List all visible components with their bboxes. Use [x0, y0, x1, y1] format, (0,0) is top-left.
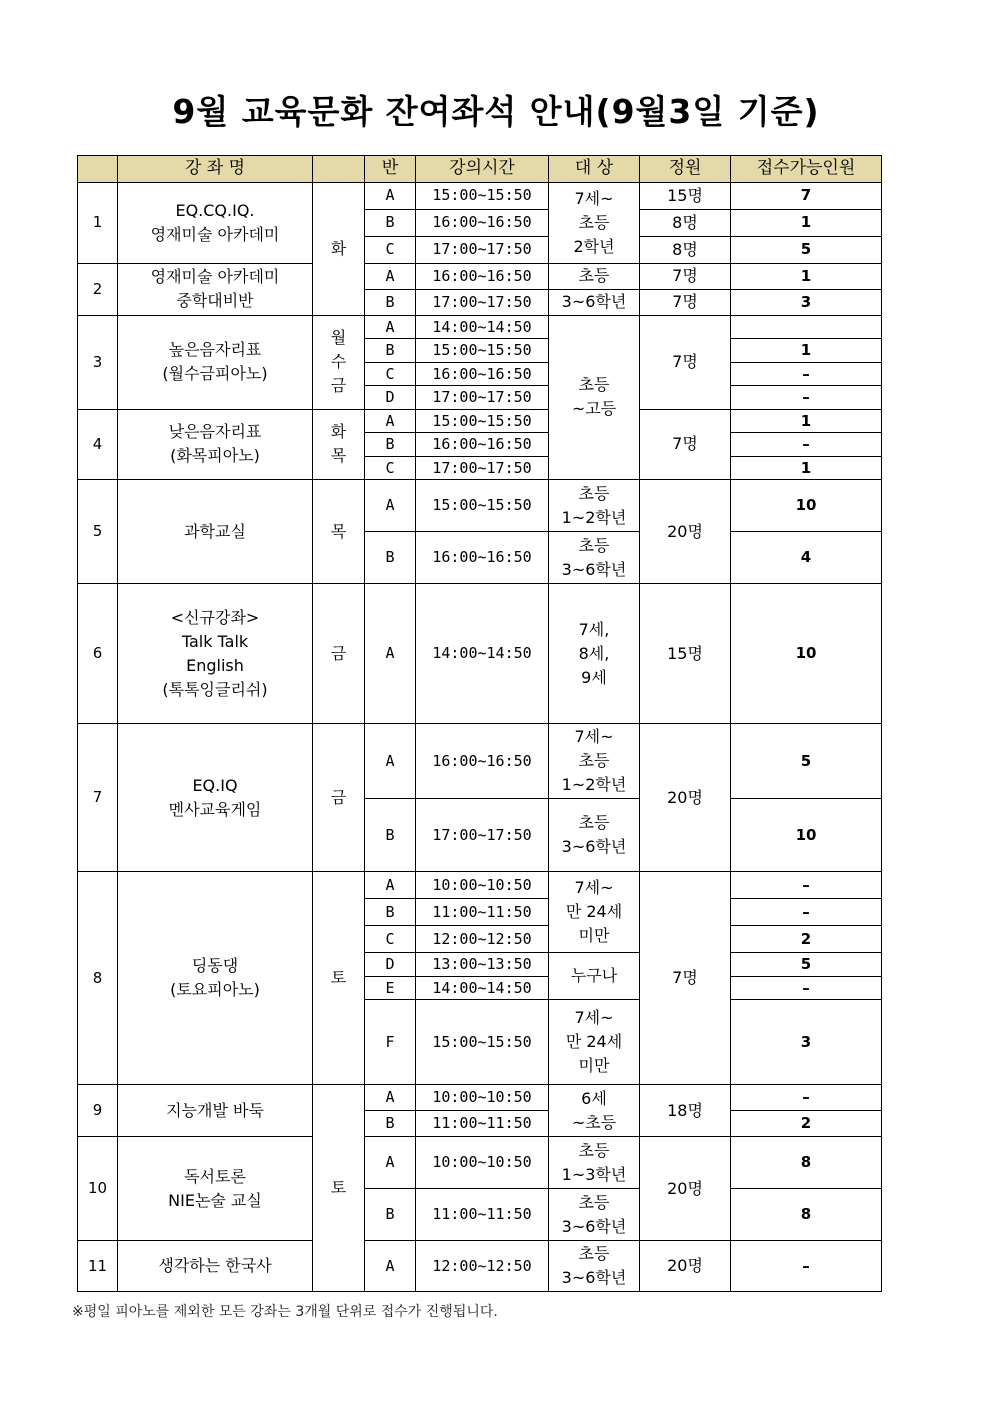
class-label: A	[365, 1085, 416, 1111]
class-time: 16:00~16:50	[416, 724, 549, 799]
class-time: 12:00~12:50	[416, 926, 549, 953]
course-name: EQ.IQ 멘사교육게임	[118, 724, 313, 872]
class-time: 10:00~10:50	[416, 1137, 549, 1189]
course-target: 초등	[549, 263, 640, 289]
class-label: A	[365, 263, 416, 289]
available-seats: 1	[731, 456, 882, 480]
table-row	[78, 1241, 882, 1292]
header-day	[313, 156, 365, 183]
course-capacity: 15명	[640, 182, 731, 209]
available-seats: 3	[731, 289, 882, 315]
available-seats: 1	[731, 339, 882, 363]
header-time: 강의시간	[416, 156, 549, 183]
table-row	[78, 182, 882, 209]
available-seats: 1	[731, 263, 882, 289]
available-seats: –	[731, 899, 882, 926]
class-time: 11:00~11:50	[416, 1189, 549, 1241]
course-capacity: 18명	[640, 1085, 731, 1137]
class-label: A	[365, 584, 416, 724]
course-number: 3	[78, 315, 118, 409]
course-capacity: 20명	[640, 724, 731, 872]
header-capacity: 정원	[640, 156, 731, 183]
class-time: 15:00~15:50	[416, 409, 549, 433]
class-time: 16:00~16:50	[416, 209, 549, 236]
class-time: 17:00~17:50	[416, 386, 549, 410]
available-seats: –	[731, 362, 882, 386]
class-label: C	[365, 456, 416, 480]
course-capacity: 15명	[640, 584, 731, 724]
course-capacity: 20명	[640, 1137, 731, 1241]
header-course-name: 강 좌 명	[118, 156, 313, 183]
class-time: 15:00~15:50	[416, 339, 549, 363]
class-label: A	[365, 315, 416, 339]
course-target: 초등 1~3학년	[549, 1137, 640, 1189]
available-seats	[731, 315, 882, 339]
class-time: 17:00~17:50	[416, 236, 549, 263]
course-day: 금	[313, 724, 365, 872]
course-number: 6	[78, 584, 118, 724]
course-day: 금	[313, 584, 365, 724]
available-seats: 7	[731, 182, 882, 209]
course-number: 9	[78, 1085, 118, 1137]
class-label: E	[365, 976, 416, 1000]
table-row	[78, 480, 882, 532]
header-target: 대 상	[549, 156, 640, 183]
available-seats: 8	[731, 1137, 882, 1189]
course-capacity: 7명	[640, 872, 731, 1085]
class-label: B	[365, 209, 416, 236]
class-label: B	[365, 899, 416, 926]
course-capacity: 8명	[640, 236, 731, 263]
header-available: 접수가능인원	[731, 156, 882, 183]
class-label: B	[365, 433, 416, 457]
table-row	[78, 724, 882, 799]
course-name: 독서토론 NIE논술 교실	[118, 1137, 313, 1241]
class-label: D	[365, 386, 416, 410]
class-time: 16:00~16:50	[416, 263, 549, 289]
schedule-table	[77, 155, 882, 1292]
class-time: 13:00~13:50	[416, 953, 549, 977]
class-label: B	[365, 289, 416, 315]
class-label: C	[365, 926, 416, 953]
available-seats: 1	[731, 409, 882, 433]
course-capacity: 7명	[640, 409, 731, 480]
course-name: 딩동댕 (토요피아노)	[118, 872, 313, 1085]
page-title: 9월 교육문화 잔여좌석 안내(9월3일 기준)	[172, 92, 820, 131]
header-row	[78, 156, 882, 183]
available-seats: 2	[731, 1111, 882, 1137]
course-number: 5	[78, 480, 118, 584]
class-label: A	[365, 182, 416, 209]
class-label: A	[365, 1137, 416, 1189]
course-day: 월 수 금	[313, 315, 365, 409]
class-label: D	[365, 953, 416, 977]
available-seats: 3	[731, 1000, 882, 1085]
available-seats: –	[731, 976, 882, 1000]
course-capacity: 8명	[640, 209, 731, 236]
course-name: 낮은음자리표 (화목피아노)	[118, 409, 313, 480]
course-name: 지능개발 바둑	[118, 1085, 313, 1137]
course-target: 초등 3~6학년	[549, 1241, 640, 1292]
course-target: 초등 ~고등	[549, 315, 640, 480]
course-number: 7	[78, 724, 118, 872]
available-seats: 5	[731, 724, 882, 799]
table-row	[78, 872, 882, 899]
table-row	[78, 409, 882, 433]
footnote: ※평일 피아노를 제외한 모든 강좌는 3개월 단위로 접수가 진행됩니다.	[72, 1304, 498, 1320]
course-name: 높은음자리표 (월수금피아노)	[118, 315, 313, 409]
class-label: B	[365, 799, 416, 872]
course-target: 7세, 8세, 9세	[549, 584, 640, 724]
available-seats: 10	[731, 480, 882, 532]
class-label: A	[365, 1241, 416, 1292]
course-number: 11	[78, 1241, 118, 1292]
course-target: 7세~ 초등 1~2학년	[549, 724, 640, 799]
course-capacity: 20명	[640, 1241, 731, 1292]
table-row	[78, 315, 882, 339]
course-target: 누구나	[549, 953, 640, 1000]
course-number: 10	[78, 1137, 118, 1241]
course-name: <신규강좌> Talk Talk English (톡톡잉글리쉬)	[118, 584, 313, 724]
course-day: 토	[313, 872, 365, 1085]
class-time: 15:00~15:50	[416, 480, 549, 532]
table-row	[78, 263, 882, 289]
course-number: 8	[78, 872, 118, 1085]
class-label: F	[365, 1000, 416, 1085]
course-capacity: 7명	[640, 263, 731, 289]
available-seats: 2	[731, 926, 882, 953]
course-target: 초등 3~6학년	[549, 532, 640, 584]
course-target: 7세~ 만 24세 미만	[549, 1000, 640, 1085]
course-number: 1	[78, 182, 118, 263]
header-class: 반	[365, 156, 416, 183]
class-time: 14:00~14:50	[416, 315, 549, 339]
class-label: A	[365, 409, 416, 433]
class-time: 16:00~16:50	[416, 532, 549, 584]
class-label: A	[365, 872, 416, 899]
course-target: 7세~ 만 24세 미만	[549, 872, 640, 953]
class-time: 17:00~17:50	[416, 456, 549, 480]
course-target: 초등 1~2학년	[549, 480, 640, 532]
available-seats: 4	[731, 532, 882, 584]
class-label: B	[365, 1189, 416, 1241]
class-time: 10:00~10:50	[416, 1085, 549, 1111]
available-seats: 8	[731, 1189, 882, 1241]
class-label: A	[365, 480, 416, 532]
class-time: 17:00~17:50	[416, 799, 549, 872]
class-time: 14:00~14:50	[416, 584, 549, 724]
class-label: B	[365, 532, 416, 584]
class-time: 11:00~11:50	[416, 1111, 549, 1137]
class-label: C	[365, 236, 416, 263]
course-target: 6세 ~초등	[549, 1085, 640, 1137]
course-name: EQ.CQ.IQ. 영재미술 아카데미	[118, 182, 313, 263]
course-capacity: 20명	[640, 480, 731, 584]
class-time: 12:00~12:50	[416, 1241, 549, 1292]
available-seats: 5	[731, 236, 882, 263]
available-seats: –	[731, 1241, 882, 1292]
available-seats: –	[731, 1085, 882, 1111]
course-target: 초등 3~6학년	[549, 799, 640, 872]
available-seats: 5	[731, 953, 882, 977]
table-row	[78, 1137, 882, 1189]
class-time: 17:00~17:50	[416, 289, 549, 315]
course-name: 생각하는 한국사	[118, 1241, 313, 1292]
course-target: 7세~ 초등 2학년	[549, 182, 640, 263]
course-day: 토	[313, 1085, 365, 1292]
class-time: 10:00~10:50	[416, 872, 549, 899]
class-time: 14:00~14:50	[416, 976, 549, 1000]
course-day: 목	[313, 480, 365, 584]
available-seats: –	[731, 433, 882, 457]
available-seats: 1	[731, 209, 882, 236]
class-time: 11:00~11:50	[416, 899, 549, 926]
available-seats: –	[731, 872, 882, 899]
course-name: 영재미술 아카데미 중학대비반	[118, 263, 313, 315]
course-day: 화	[313, 182, 365, 315]
available-seats: 10	[731, 799, 882, 872]
course-day: 화 목	[313, 409, 365, 480]
table-row	[78, 1085, 882, 1111]
class-time: 15:00~15:50	[416, 1000, 549, 1085]
table-row	[78, 584, 882, 724]
available-seats: 10	[731, 584, 882, 724]
course-capacity: 7명	[640, 289, 731, 315]
course-target: 초등 3~6학년	[549, 1189, 640, 1241]
course-number: 2	[78, 263, 118, 315]
course-capacity: 7명	[640, 315, 731, 409]
course-number: 4	[78, 409, 118, 480]
class-label: C	[365, 362, 416, 386]
class-label: A	[365, 724, 416, 799]
course-name: 과학교실	[118, 480, 313, 584]
class-label: B	[365, 1111, 416, 1137]
class-label: B	[365, 339, 416, 363]
class-time: 15:00~15:50	[416, 182, 549, 209]
class-time: 16:00~16:50	[416, 433, 549, 457]
header-no	[78, 156, 118, 183]
course-target: 3~6학년	[549, 289, 640, 315]
class-time: 16:00~16:50	[416, 362, 549, 386]
available-seats: –	[731, 386, 882, 410]
